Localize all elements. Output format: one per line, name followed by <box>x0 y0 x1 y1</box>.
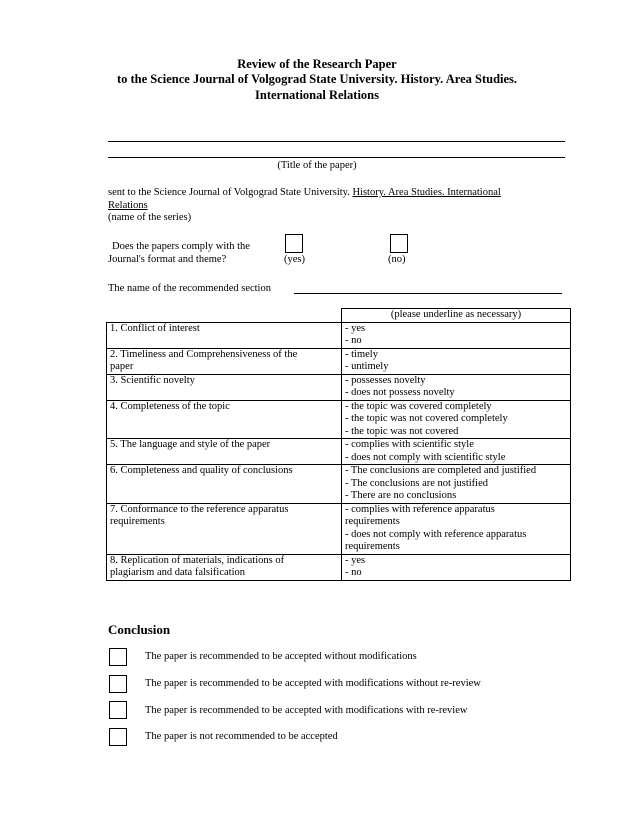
options-cell <box>342 322 571 348</box>
option-text[interactable]: - the topic was not covered completely <box>345 413 508 424</box>
option-text[interactable]: - does not comply with scientific style <box>345 451 506 463</box>
document-title-line-3: International Relations <box>255 88 379 102</box>
options-cell <box>342 374 571 400</box>
option-text[interactable]: requirements <box>345 541 400 552</box>
sent-to-line <box>108 187 501 200</box>
recommended-section-input-line[interactable] <box>294 293 562 294</box>
sent-to-prefix: sent to the Science Journal of Volgograd State University. <box>108 187 350 198</box>
table-row <box>107 322 571 348</box>
table-header-row <box>107 309 571 323</box>
conclusion-heading: Conclusion <box>108 622 171 637</box>
criterion-cell <box>107 374 342 400</box>
options-cell <box>342 465 571 504</box>
option-text[interactable]: - yes <box>345 322 366 334</box>
conclusion-option-3: The paper is recommended to be accepted with modifications with re-review <box>145 705 468 716</box>
option-text[interactable]: - does not comply with reference apparatus <box>345 528 527 540</box>
table-row <box>107 400 571 439</box>
conclusion-option-2: The paper is recommended to be accepted with modifications without re-review <box>145 678 481 689</box>
comply-no-checkbox[interactable] <box>390 234 408 253</box>
criterion-text: requirements <box>110 516 165 527</box>
conclusion-checkbox-3[interactable] <box>109 701 127 719</box>
option-text[interactable]: - the topic was covered completely <box>345 400 492 412</box>
options-cell <box>342 554 571 580</box>
table-row <box>107 348 571 374</box>
criterion-text: 7. Conformance to the reference apparatus <box>110 503 289 515</box>
series-caption: (name of the series) <box>108 212 192 223</box>
criterion-cell <box>107 322 342 348</box>
option-text[interactable]: - untimely <box>345 361 389 372</box>
criterion-cell <box>107 439 342 465</box>
table-row <box>107 465 571 504</box>
table-header-blank <box>107 309 342 323</box>
conclusion-option-4: The paper is not recommended to be accepted <box>145 731 338 742</box>
criterion-text: plagiarism and data falsification <box>110 567 245 578</box>
criterion-text: 3. Scientific novelty <box>110 374 195 386</box>
option-text[interactable]: - the topic was not covered <box>345 425 459 437</box>
options-cell <box>342 348 571 374</box>
table-header-note: (please underline as necessary) <box>342 309 571 323</box>
option-text[interactable]: - The conclusions are completed and justified <box>345 465 537 476</box>
conclusion-checkbox-1[interactable] <box>109 648 127 666</box>
series-name-part-1: History. Area Studies. International <box>352 187 501 198</box>
option-text[interactable]: - The conclusions are not justified <box>345 477 488 489</box>
option-text[interactable]: - There are no conclusions <box>345 490 457 501</box>
option-text[interactable]: requirements <box>345 516 400 527</box>
conclusion-checkbox-4[interactable] <box>109 728 127 746</box>
option-text[interactable]: - timely <box>345 348 378 360</box>
criterion-text: 6. Completeness and quality of conclusions <box>110 465 293 476</box>
paper-title-line-2[interactable] <box>108 157 565 158</box>
table-row <box>107 554 571 580</box>
comply-no-label: (no) <box>388 254 406 265</box>
conclusion-checkbox-2[interactable] <box>109 675 127 693</box>
criterion-cell <box>107 348 342 374</box>
table-row <box>107 439 571 465</box>
document-title-line-2: to the Science Journal of Volgograd State University. History. Area Studies. <box>116 72 518 86</box>
option-text[interactable]: - complies with reference apparatus <box>345 503 495 515</box>
options-cell <box>342 503 571 554</box>
option-text[interactable]: - no <box>345 567 362 578</box>
option-text[interactable]: - no <box>345 335 362 346</box>
document-title-line-1: Review of the Research Paper <box>237 57 397 71</box>
comply-yes-label: (yes) <box>284 254 305 265</box>
criterion-cell <box>107 554 342 580</box>
criterion-cell <box>107 465 342 504</box>
comply-yes-checkbox[interactable] <box>285 234 303 253</box>
criteria-table <box>106 308 571 581</box>
recommended-section-label: The name of the recommended section <box>108 283 271 294</box>
option-text[interactable]: - complies with scientific style <box>345 439 474 450</box>
options-cell <box>342 400 571 439</box>
option-text[interactable]: - possesses novelty <box>345 374 426 386</box>
criterion-text: 2. Timeliness and Comprehensiveness of the <box>110 348 298 360</box>
option-text[interactable]: - yes <box>345 554 366 566</box>
paper-title-line-1[interactable] <box>108 141 565 142</box>
criterion-text: paper <box>110 361 134 372</box>
series-name-part-2: Relations <box>108 200 148 211</box>
options-cell <box>342 439 571 465</box>
comply-question-line-1: Does the papers comply with the <box>112 241 250 252</box>
criterion-text: 4. Completeness of the topic <box>110 400 230 412</box>
comply-question-line-2: Journal's format and theme? <box>108 254 227 265</box>
criterion-cell <box>107 503 342 554</box>
criterion-text: 8. Replication of materials, indications of <box>110 554 285 566</box>
table-row <box>107 374 571 400</box>
option-text[interactable]: - does not possess novelty <box>345 387 455 398</box>
criterion-text: 5. The language and style of the paper <box>110 439 271 450</box>
paper-title-caption: (Title of the paper) <box>277 160 357 171</box>
table-row <box>107 503 571 554</box>
criterion-text: 1. Conflict of interest <box>110 322 200 334</box>
criterion-cell <box>107 400 342 439</box>
conclusion-option-1: The paper is recommended to be accepted without modifications <box>145 651 417 662</box>
